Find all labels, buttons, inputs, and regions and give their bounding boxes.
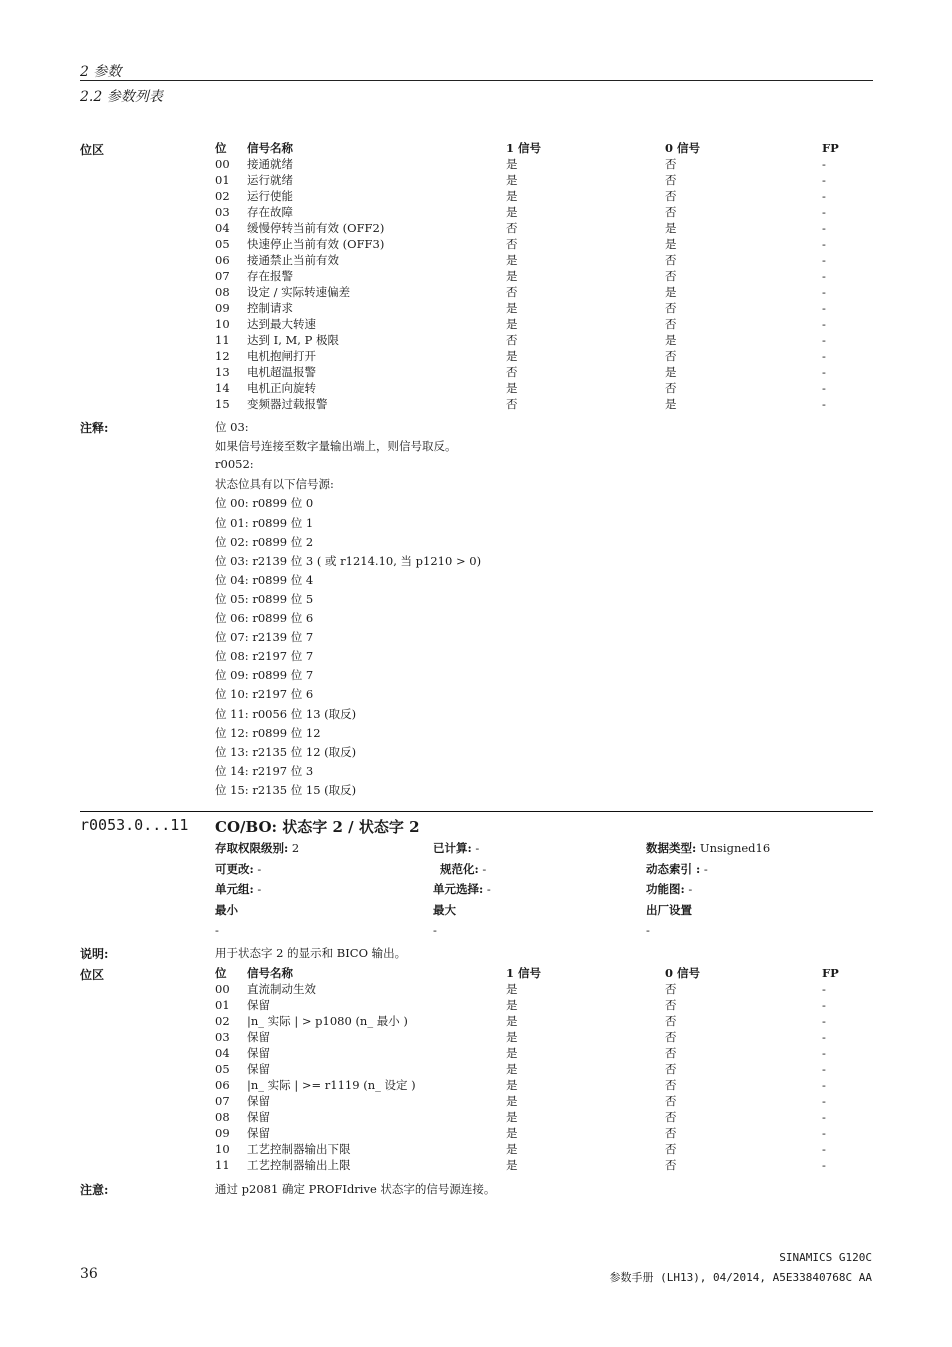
row-one-signal: 是 xyxy=(506,1014,518,1028)
desc-value: 用于状态字 2 的显示和 BICO 输出。 xyxy=(215,946,407,960)
calculated: 已计算: - xyxy=(433,841,480,855)
row-signal-name: 保留 xyxy=(247,998,270,1012)
row-fp: - xyxy=(822,1094,826,1108)
note-line: 位 15: r2135 位 15 (取反) xyxy=(215,782,357,797)
row-bit: 03 xyxy=(215,1030,230,1044)
row-fp: - xyxy=(822,205,826,219)
row-signal-name: |n_ 实际 | >= r1119 (n_ 设定 ) xyxy=(247,1078,416,1092)
row-one-signal: 是 xyxy=(506,1046,518,1060)
row-zero-signal: 否 xyxy=(665,157,677,171)
table-row xyxy=(0,1029,952,1045)
row-signal-name: 工艺控制器输出下限 xyxy=(247,1142,351,1156)
row-one-signal: 是 xyxy=(506,301,518,315)
row-bit: 09 xyxy=(215,301,230,315)
note-line: 位 04: r0899 位 4 xyxy=(215,572,314,587)
col-zero-header: 0 信号 xyxy=(665,966,701,980)
row-bit: 15 xyxy=(215,397,230,411)
row-zero-signal: 否 xyxy=(665,381,677,395)
note-line: 位 07: r2139 位 7 xyxy=(215,630,314,645)
row-one-signal: 是 xyxy=(506,1030,518,1044)
row-signal-name: 缓慢停转当前有效 (OFF2) xyxy=(247,221,385,235)
row-one-signal: 是 xyxy=(506,1126,518,1140)
row-fp: - xyxy=(822,333,826,347)
row-bit: 08 xyxy=(215,1110,230,1124)
row-one-signal: 是 xyxy=(506,1142,518,1156)
row-zero-signal: 否 xyxy=(665,1078,677,1092)
row-fp: - xyxy=(822,1046,826,1060)
row-one-signal: 是 xyxy=(506,189,518,203)
row-bit: 02 xyxy=(215,189,230,203)
row-signal-name: 变频器过载报警 xyxy=(247,397,328,411)
row-zero-signal: 否 xyxy=(665,1046,677,1060)
row-fp: - xyxy=(822,269,826,283)
row-bit: 06 xyxy=(215,1078,230,1092)
table-row xyxy=(0,1141,952,1157)
table-row xyxy=(0,268,952,284)
col-zero-header: 0 信号 xyxy=(665,141,701,155)
row-zero-signal: 否 xyxy=(665,982,677,996)
row-bit: 14 xyxy=(215,381,230,395)
row-zero-signal: 是 xyxy=(665,221,677,235)
row-fp: - xyxy=(822,998,826,1012)
row-one-signal: 是 xyxy=(506,1062,518,1076)
factory-value: - xyxy=(646,923,650,937)
table-row xyxy=(0,316,952,332)
row-one-signal: 是 xyxy=(506,269,518,283)
min-value: - xyxy=(215,923,219,937)
row-bit: 04 xyxy=(215,1046,230,1060)
row-zero-signal: 否 xyxy=(665,1094,677,1108)
row-signal-name: 达到最大转速 xyxy=(247,317,316,331)
table-row xyxy=(0,348,952,364)
row-signal-name: 运行使能 xyxy=(247,189,293,203)
table-row xyxy=(0,1109,952,1125)
table-row xyxy=(0,1013,952,1029)
row-zero-signal: 是 xyxy=(665,397,677,411)
chapter-header: 2 参数 xyxy=(80,64,122,80)
row-zero-signal: 否 xyxy=(665,253,677,267)
row-signal-name: 接通就绪 xyxy=(247,157,293,171)
max-label: 最大 xyxy=(433,903,456,917)
unit-group: 单元组: - xyxy=(215,882,262,896)
table-row xyxy=(0,236,952,252)
note-line: 位 11: r0056 位 13 (取反) xyxy=(215,706,357,721)
col-one-header: 1 信号 xyxy=(506,966,542,980)
row-bit: 04 xyxy=(215,221,230,235)
row-signal-name: 保留 xyxy=(247,1094,270,1108)
row-signal-name: 设定 / 实际转速偏差 xyxy=(247,285,351,299)
row-signal-name: 电机正向旋转 xyxy=(247,381,316,395)
row-zero-signal: 否 xyxy=(665,269,677,283)
changeable: 可更改: - xyxy=(215,862,262,876)
row-signal-name: 控制请求 xyxy=(247,301,293,315)
table-row xyxy=(0,1093,952,1109)
row-signal-name: 工艺控制器输出上限 xyxy=(247,1158,351,1172)
table-row xyxy=(0,1045,952,1061)
factory-label: 出厂设置 xyxy=(646,903,692,917)
row-bit: 07 xyxy=(215,1094,230,1108)
row-zero-signal: 否 xyxy=(665,1142,677,1156)
table-row xyxy=(0,300,952,316)
row-signal-name: |n_ 实际 | > p1080 (n_ 最小 ) xyxy=(247,1014,408,1028)
row-zero-signal: 否 xyxy=(665,189,677,203)
row-bit: 12 xyxy=(215,349,230,363)
note-line: 如果信号连接至数字量输出端上，则信号取反。 xyxy=(215,439,457,454)
row-bit: 08 xyxy=(215,285,230,299)
row-fp: - xyxy=(822,237,826,251)
access-level: 存取权限级别: 2 xyxy=(215,841,300,855)
row-bit: 11 xyxy=(215,1158,230,1172)
row-zero-signal: 否 xyxy=(665,349,677,363)
note-line: 位 03: xyxy=(215,420,249,434)
note2-text: 通过 p2081 确定 PROFIdrive 状态字的信号源连接。 xyxy=(215,1182,496,1196)
function-diagram: 功能图: - xyxy=(646,882,693,896)
row-one-signal: 是 xyxy=(506,253,518,267)
row-bit: 10 xyxy=(215,317,230,331)
note-line: 位 10: r2197 位 6 xyxy=(215,687,314,702)
row-fp: - xyxy=(822,982,826,996)
row-fp: - xyxy=(822,157,826,171)
unit-selection: 单元选择: - xyxy=(433,882,491,896)
row-one-signal: 否 xyxy=(506,333,518,347)
table-row xyxy=(0,380,952,396)
param-title: CO/BO: 状态字 2 / 状态字 2 xyxy=(215,818,420,836)
row-bit: 13 xyxy=(215,365,230,379)
row-fp: - xyxy=(822,1110,826,1124)
row-signal-name: 保留 xyxy=(247,1030,270,1044)
col-fp-header: FP xyxy=(822,966,839,980)
row-fp: - xyxy=(822,253,826,267)
section-header: 2.2 参数列表 xyxy=(80,89,163,105)
col-name-header: 信号名称 xyxy=(247,966,293,980)
row-one-signal: 是 xyxy=(506,1094,518,1108)
row-zero-signal: 是 xyxy=(665,285,677,299)
row-fp: - xyxy=(822,317,826,331)
table-row xyxy=(0,396,952,412)
row-fp: - xyxy=(822,1078,826,1092)
row-fp: - xyxy=(822,397,826,411)
row-bit: 02 xyxy=(215,1014,230,1028)
row-fp: - xyxy=(822,1030,826,1044)
table-row xyxy=(0,188,952,204)
row-zero-signal: 否 xyxy=(665,205,677,219)
row-one-signal: 是 xyxy=(506,157,518,171)
row-one-signal: 是 xyxy=(506,317,518,331)
row-one-signal: 否 xyxy=(506,365,518,379)
row-fp: - xyxy=(822,365,826,379)
table-row xyxy=(0,204,952,220)
row-signal-name: 保留 xyxy=(247,1126,270,1140)
table-row xyxy=(0,364,952,380)
table-row xyxy=(0,1157,952,1173)
row-fp: - xyxy=(822,301,826,315)
row-signal-name: 快速停止当前有效 (OFF3) xyxy=(247,237,385,251)
note-line: 位 05: r0899 位 5 xyxy=(215,591,314,606)
row-bit: 00 xyxy=(215,157,230,171)
footer-product: SINAMICS G120C xyxy=(779,1251,872,1264)
col-fp-header: FP xyxy=(822,141,839,155)
row-one-signal: 否 xyxy=(506,221,518,235)
row-signal-name: 直流制动生效 xyxy=(247,982,316,996)
row-one-signal: 是 xyxy=(506,173,518,187)
col-bit-header: 位 xyxy=(215,966,227,980)
note-line: 位 08: r2197 位 7 xyxy=(215,649,314,664)
note-line: 位 06: r0899 位 6 xyxy=(215,611,314,625)
table-row xyxy=(0,1077,952,1093)
row-zero-signal: 是 xyxy=(665,237,677,251)
row-fp: - xyxy=(822,285,826,299)
data-type: 数据类型: Unsigned16 xyxy=(646,841,771,855)
row-bit: 07 xyxy=(215,269,230,283)
row-one-signal: 否 xyxy=(506,237,518,251)
row-signal-name: 保留 xyxy=(247,1062,270,1076)
row-fp: - xyxy=(822,189,826,203)
table-row xyxy=(0,156,952,172)
table-row xyxy=(0,252,952,268)
note-line: 位 02: r0899 位 2 xyxy=(215,534,314,549)
row-one-signal: 是 xyxy=(506,982,518,996)
row-zero-signal: 否 xyxy=(665,173,677,187)
table-row xyxy=(0,332,952,348)
row-bit: 11 xyxy=(215,333,230,347)
col-name-header: 信号名称 xyxy=(247,141,293,155)
footer-manual: 参数手册 (LH13), 04/2014, A5E33840768C AA xyxy=(609,1271,872,1284)
row-fp: - xyxy=(822,173,826,187)
desc-label: 说明: xyxy=(80,947,109,961)
row-signal-name: 存在报警 xyxy=(247,269,293,283)
note-line: 位 14: r2197 位 3 xyxy=(215,763,314,778)
table-row xyxy=(0,1125,952,1141)
row-zero-signal: 是 xyxy=(665,333,677,347)
row-fp: - xyxy=(822,1158,826,1172)
note2-label: 注意: xyxy=(80,1183,109,1197)
note-line: 位 09: r0899 位 7 xyxy=(215,668,314,683)
row-one-signal: 是 xyxy=(506,1110,518,1124)
row-zero-signal: 否 xyxy=(665,1158,677,1172)
header-divider xyxy=(80,80,873,81)
row-signal-name: 保留 xyxy=(247,1110,270,1124)
row-fp: - xyxy=(822,1142,826,1156)
table-row xyxy=(0,981,952,997)
col-bit-header: 位 xyxy=(215,141,227,155)
row-one-signal: 是 xyxy=(506,1158,518,1172)
row-one-signal: 否 xyxy=(506,285,518,299)
table-row xyxy=(0,172,952,188)
row-bit: 09 xyxy=(215,1126,230,1140)
row-zero-signal: 否 xyxy=(665,301,677,315)
row-fp: - xyxy=(822,1014,826,1028)
row-fp: - xyxy=(822,221,826,235)
min-label: 最小 xyxy=(215,903,238,917)
dynamic-index: 动态索引 : - xyxy=(646,862,708,876)
param-divider xyxy=(80,811,873,812)
row-zero-signal: 否 xyxy=(665,1014,677,1028)
row-bit: 03 xyxy=(215,205,230,219)
table-row xyxy=(0,284,952,300)
row-bit: 00 xyxy=(215,982,230,996)
note-line: 位 00: r0899 位 0 xyxy=(215,496,314,511)
table2-header-row xyxy=(0,965,952,981)
row-fp: - xyxy=(822,349,826,363)
note-line: 位 03: r2139 位 3 ( 或 r1214.10, 当 p1210 > 0) xyxy=(215,553,482,568)
table-row xyxy=(0,1061,952,1077)
note-line: 状态位具有以下信号源: xyxy=(215,477,334,492)
row-one-signal: 是 xyxy=(506,1078,518,1092)
row-signal-name: 电机抱闸打开 xyxy=(247,349,316,363)
row-one-signal: 是 xyxy=(506,381,518,395)
row-bit: 05 xyxy=(215,237,230,251)
table-row xyxy=(0,997,952,1013)
row-one-signal: 是 xyxy=(506,205,518,219)
row-fp: - xyxy=(822,381,826,395)
row-fp: - xyxy=(822,1062,826,1076)
table1-label: 位区 xyxy=(80,143,105,157)
table1-header-row xyxy=(0,140,952,156)
table2-label: 位区 xyxy=(80,968,105,982)
row-zero-signal: 是 xyxy=(665,365,677,379)
col-one-header: 1 信号 xyxy=(506,141,542,155)
row-zero-signal: 否 xyxy=(665,1030,677,1044)
normalization: 规范化: - xyxy=(440,862,487,876)
note-line: 位 13: r2135 位 12 (取反) xyxy=(215,744,357,759)
row-signal-name: 电机超温报警 xyxy=(247,365,316,379)
row-zero-signal: 否 xyxy=(665,1110,677,1124)
row-one-signal: 是 xyxy=(506,998,518,1012)
note1-label: 注释: xyxy=(80,421,109,435)
param-id: r0053.0...11 xyxy=(80,816,189,834)
row-bit: 01 xyxy=(215,173,230,187)
row-bit: 10 xyxy=(215,1142,230,1156)
max-value: - xyxy=(433,923,437,937)
row-signal-name: 存在故障 xyxy=(247,205,293,219)
row-signal-name: 接通禁止当前有效 xyxy=(247,253,339,267)
row-signal-name: 达到 I, M, P 极限 xyxy=(247,333,339,347)
page-number: 36 xyxy=(80,1266,98,1282)
row-zero-signal: 否 xyxy=(665,1062,677,1076)
note-line: 位 12: r0899 位 12 xyxy=(215,725,321,740)
note-line: r0052: xyxy=(215,457,254,472)
row-bit: 01 xyxy=(215,998,230,1012)
row-one-signal: 是 xyxy=(506,349,518,363)
note-line: 位 01: r0899 位 1 xyxy=(215,515,314,530)
row-zero-signal: 否 xyxy=(665,317,677,331)
row-zero-signal: 否 xyxy=(665,1126,677,1140)
row-signal-name: 保留 xyxy=(247,1046,270,1060)
row-fp: - xyxy=(822,1126,826,1140)
row-zero-signal: 否 xyxy=(665,998,677,1012)
row-bit: 05 xyxy=(215,1062,230,1076)
row-signal-name: 运行就绪 xyxy=(247,173,293,187)
row-bit: 06 xyxy=(215,253,230,267)
row-one-signal: 否 xyxy=(506,397,518,411)
table-row xyxy=(0,220,952,236)
